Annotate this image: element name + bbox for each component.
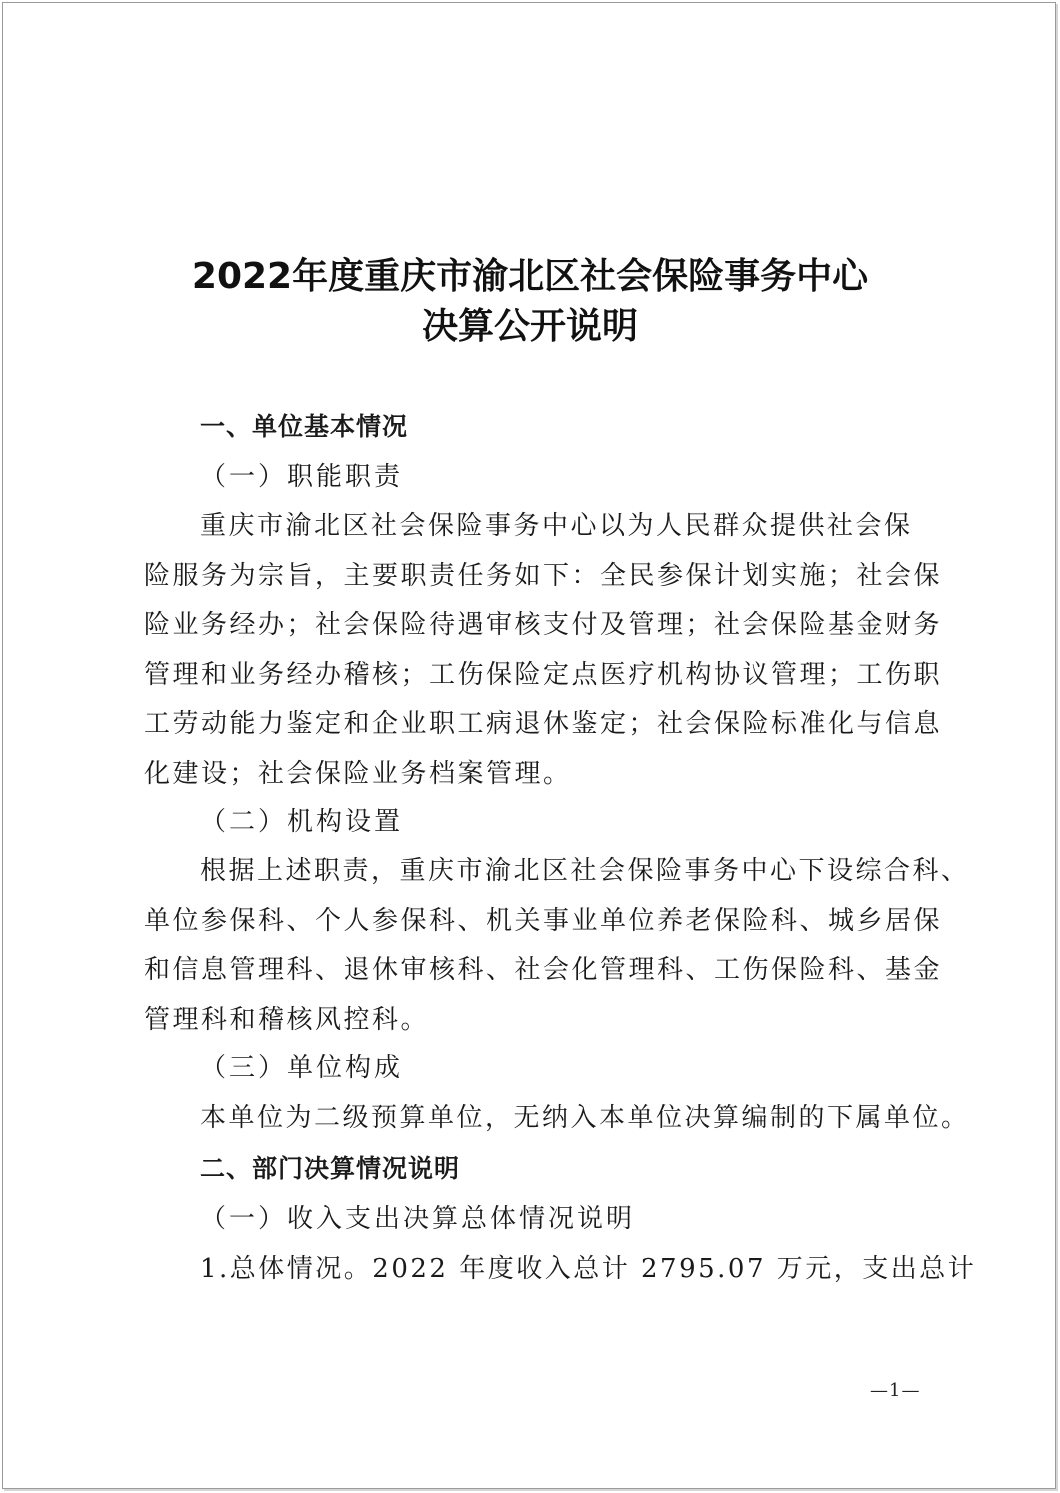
sub2-heading: （二）机构设置 <box>200 807 404 837</box>
sub4-heading: （一）收入支出决算总体情况说明 <box>200 1204 636 1234</box>
para2-line: 单位参保科、个人参保科、机关事业单位养老保险科、城乡居保 <box>144 906 943 936</box>
para3-line: 本单位为二级预算单位，无纳入本单位决算编制的下属单位。 <box>200 1103 970 1133</box>
document-title-line1: 2022年度重庆市渝北区社会保险事务中心 <box>191 256 869 297</box>
section1-heading: 一、单位基本情况 <box>200 412 409 441</box>
document-title-line2: 决算公开说明 <box>421 306 638 347</box>
para2-line: 和信息管理科、退休审核科、社会化管理科、工伤保险科、基金 <box>144 955 943 985</box>
sub1-heading: （一）职能职责 <box>200 462 404 492</box>
para2-line: 管理科和稽核风控科。 <box>144 1005 430 1035</box>
sub3-heading: （三）单位构成 <box>200 1053 404 1083</box>
para1-line: 险业务经办；社会保险待遇审核支付及管理；社会保险基金财务 <box>144 610 943 640</box>
para1-line: 险服务为宗旨，主要职责任务如下：全民参保计划实施；社会保 <box>144 561 943 591</box>
para1-line: 重庆市渝北区社会保险事务中心以为人民群众提供社会保 <box>200 511 913 541</box>
para4-line: 1.总体情况。2022 年度收入总计 2795.07 万元，支出总计 <box>200 1254 977 1284</box>
page-number: —1— <box>870 1380 921 1401</box>
section2-heading: 二、部门决算情况说明 <box>200 1154 461 1183</box>
para1-line: 化建设；社会保险业务档案管理。 <box>144 759 572 789</box>
para1-line: 工劳动能力鉴定和企业职工病退休鉴定；社会保险标准化与信息 <box>144 709 943 739</box>
para1-line: 管理和业务经办稽核；工伤保险定点医疗机构协议管理；工伤职 <box>144 660 943 690</box>
para2-line: 根据上述职责，重庆市渝北区社会保险事务中心下设综合科、 <box>200 856 970 886</box>
